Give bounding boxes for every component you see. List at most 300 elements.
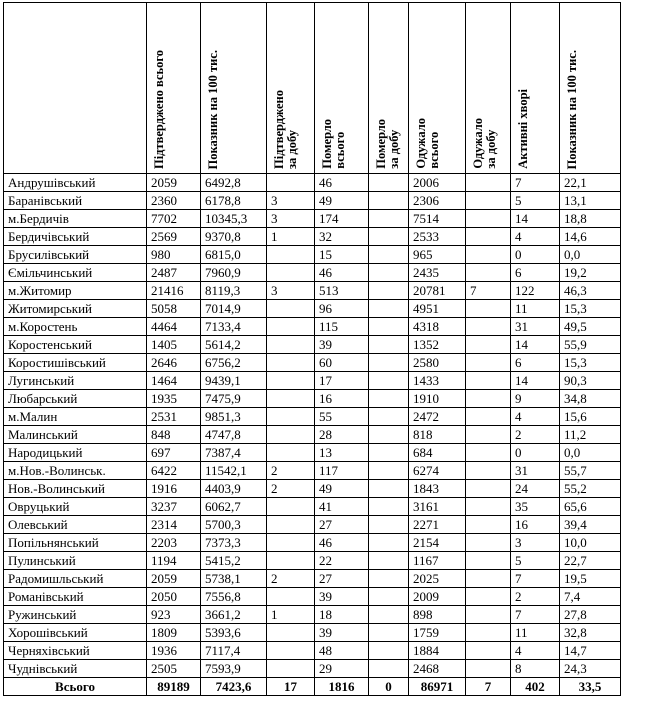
- value-cell: 1: [267, 606, 315, 624]
- value-cell: 1910: [409, 390, 466, 408]
- header-label: Підтверджено за добу: [272, 90, 299, 169]
- value-cell: 7556,8: [201, 588, 267, 606]
- district-name-cell: м.Нов.-Волинськ.: [4, 462, 147, 480]
- value-cell: 7373,3: [201, 534, 267, 552]
- header-label: Підтверджено всього: [152, 49, 166, 169]
- table-row: [4, 390, 621, 408]
- value-cell: 1759: [409, 624, 466, 642]
- value-cell: 29: [315, 660, 369, 678]
- total-label-cell: Всього: [4, 678, 147, 696]
- value-cell: 7960,9: [201, 264, 267, 282]
- header-cell-4: [315, 3, 369, 174]
- district-name-cell: Бердичівський: [4, 228, 147, 246]
- value-cell: [466, 480, 511, 498]
- district-name-cell: м.Житомир: [4, 282, 147, 300]
- value-cell: 7133,4: [201, 318, 267, 336]
- value-cell: [267, 534, 315, 552]
- table-row: [4, 210, 621, 228]
- table-row: [4, 354, 621, 372]
- value-cell: 2: [267, 462, 315, 480]
- value-cell: [369, 354, 409, 372]
- value-cell: 2009: [409, 588, 466, 606]
- table-row: [4, 336, 621, 354]
- value-cell: 2059: [147, 174, 201, 192]
- total-value-cell: 7: [466, 678, 511, 696]
- value-cell: [267, 588, 315, 606]
- header-row: [4, 3, 621, 174]
- value-cell: [466, 210, 511, 228]
- value-cell: 2203: [147, 534, 201, 552]
- value-cell: 6492,8: [201, 174, 267, 192]
- value-cell: 7593,9: [201, 660, 267, 678]
- district-name-cell: Черняхівський: [4, 642, 147, 660]
- value-cell: 27: [315, 516, 369, 534]
- value-cell: 1843: [409, 480, 466, 498]
- value-cell: [369, 588, 409, 606]
- value-cell: 39: [315, 624, 369, 642]
- table-footer: [4, 678, 621, 696]
- value-cell: 2468: [409, 660, 466, 678]
- value-cell: [267, 552, 315, 570]
- value-cell: [369, 282, 409, 300]
- value-cell: 48: [315, 642, 369, 660]
- value-cell: [267, 516, 315, 534]
- value-cell: 60: [315, 354, 369, 372]
- value-cell: 5614,2: [201, 336, 267, 354]
- value-cell: 3661,2: [201, 606, 267, 624]
- value-cell: 6: [511, 264, 560, 282]
- value-cell: 96: [315, 300, 369, 318]
- value-cell: [466, 624, 511, 642]
- value-cell: 3: [511, 534, 560, 552]
- value-cell: 1352: [409, 336, 466, 354]
- value-cell: 15,6: [560, 408, 621, 426]
- value-cell: [369, 300, 409, 318]
- header-cell-5: [369, 3, 409, 174]
- value-cell: 55,2: [560, 480, 621, 498]
- value-cell: 19,5: [560, 570, 621, 588]
- value-cell: 6178,8: [201, 192, 267, 210]
- value-cell: [466, 534, 511, 552]
- total-value-cell: 0: [369, 678, 409, 696]
- value-cell: [466, 336, 511, 354]
- value-cell: 39: [315, 588, 369, 606]
- value-cell: [267, 300, 315, 318]
- district-name-cell: м.Коростень: [4, 318, 147, 336]
- value-cell: 4951: [409, 300, 466, 318]
- value-cell: 31: [511, 462, 560, 480]
- value-cell: [466, 426, 511, 444]
- value-cell: [466, 390, 511, 408]
- value-cell: 3: [267, 192, 315, 210]
- value-cell: 27: [315, 570, 369, 588]
- table-row: [4, 552, 621, 570]
- district-name-cell: Народицький: [4, 444, 147, 462]
- value-cell: [466, 588, 511, 606]
- district-name-cell: м.Бердичів: [4, 210, 147, 228]
- table-row: [4, 174, 621, 192]
- value-cell: 5058: [147, 300, 201, 318]
- table-row: [4, 192, 621, 210]
- header-cell-6: [409, 3, 466, 174]
- header-cell-0: [4, 3, 147, 174]
- value-cell: [466, 642, 511, 660]
- district-name-cell: Попільнянський: [4, 534, 147, 552]
- value-cell: 9: [511, 390, 560, 408]
- total-value-cell: 89189: [147, 678, 201, 696]
- value-cell: [466, 444, 511, 462]
- district-name-cell: Малинський: [4, 426, 147, 444]
- value-cell: 1: [267, 228, 315, 246]
- district-name-cell: м.Малин: [4, 408, 147, 426]
- value-cell: [466, 264, 511, 282]
- value-cell: 513: [315, 282, 369, 300]
- header-label: Активні хворі: [516, 89, 530, 169]
- value-cell: [267, 498, 315, 516]
- value-cell: 35: [511, 498, 560, 516]
- table-row: [4, 318, 621, 336]
- value-cell: [369, 624, 409, 642]
- district-name-cell: Ємільчинський: [4, 264, 147, 282]
- value-cell: 20781: [409, 282, 466, 300]
- value-cell: 4318: [409, 318, 466, 336]
- district-name-cell: Любарський: [4, 390, 147, 408]
- value-cell: [466, 498, 511, 516]
- value-cell: 27,8: [560, 606, 621, 624]
- value-cell: [369, 570, 409, 588]
- header-label: Показник на 100 тис.: [565, 49, 579, 169]
- value-cell: 2050: [147, 588, 201, 606]
- district-name-cell: Овруцький: [4, 498, 147, 516]
- value-cell: 117: [315, 462, 369, 480]
- total-value-cell: 7423,6: [201, 678, 267, 696]
- value-cell: 7702: [147, 210, 201, 228]
- value-cell: 2472: [409, 408, 466, 426]
- header-cell-3: [267, 3, 315, 174]
- table-row: [4, 426, 621, 444]
- value-cell: [369, 462, 409, 480]
- value-cell: [466, 246, 511, 264]
- value-cell: 0,0: [560, 444, 621, 462]
- value-cell: [267, 246, 315, 264]
- value-cell: 6815,0: [201, 246, 267, 264]
- value-cell: [369, 264, 409, 282]
- value-cell: 2580: [409, 354, 466, 372]
- total-value-cell: 33,5: [560, 678, 621, 696]
- value-cell: 21416: [147, 282, 201, 300]
- value-cell: 55,9: [560, 336, 621, 354]
- value-cell: 6756,2: [201, 354, 267, 372]
- value-cell: 2569: [147, 228, 201, 246]
- value-cell: [369, 480, 409, 498]
- value-cell: [369, 336, 409, 354]
- value-cell: [466, 552, 511, 570]
- value-cell: [466, 516, 511, 534]
- value-cell: 115: [315, 318, 369, 336]
- value-cell: 32,8: [560, 624, 621, 642]
- table-row: [4, 570, 621, 588]
- value-cell: 18: [315, 606, 369, 624]
- value-cell: 16: [511, 516, 560, 534]
- value-cell: 39,4: [560, 516, 621, 534]
- value-cell: 4: [511, 642, 560, 660]
- value-cell: 15,3: [560, 300, 621, 318]
- value-cell: 5: [511, 552, 560, 570]
- total-value-cell: 1816: [315, 678, 369, 696]
- table-row: [4, 660, 621, 678]
- value-cell: [466, 228, 511, 246]
- value-cell: [267, 390, 315, 408]
- value-cell: 15,3: [560, 354, 621, 372]
- district-name-cell: Радомишльський: [4, 570, 147, 588]
- header-cell-9: [560, 3, 621, 174]
- district-name-cell: Коростишівський: [4, 354, 147, 372]
- value-cell: 18,8: [560, 210, 621, 228]
- value-cell: 2435: [409, 264, 466, 282]
- value-cell: 6062,7: [201, 498, 267, 516]
- value-cell: 34,8: [560, 390, 621, 408]
- value-cell: 5393,6: [201, 624, 267, 642]
- value-cell: [369, 444, 409, 462]
- value-cell: 7514: [409, 210, 466, 228]
- value-cell: 3237: [147, 498, 201, 516]
- table-row: [4, 480, 621, 498]
- header-label: Показник на 100 тис.: [206, 49, 220, 169]
- value-cell: 11542,1: [201, 462, 267, 480]
- value-cell: 1433: [409, 372, 466, 390]
- value-cell: 19,2: [560, 264, 621, 282]
- value-cell: 14,6: [560, 228, 621, 246]
- value-cell: 9851,3: [201, 408, 267, 426]
- value-cell: 5: [511, 192, 560, 210]
- district-name-cell: Лугинський: [4, 372, 147, 390]
- district-name-cell: Коростенський: [4, 336, 147, 354]
- value-cell: 2: [267, 570, 315, 588]
- value-cell: 1884: [409, 642, 466, 660]
- value-cell: 174: [315, 210, 369, 228]
- value-cell: 46,3: [560, 282, 621, 300]
- value-cell: 22: [315, 552, 369, 570]
- value-cell: [369, 174, 409, 192]
- value-cell: [466, 300, 511, 318]
- value-cell: [466, 192, 511, 210]
- value-cell: [267, 426, 315, 444]
- district-name-cell: Чуднівський: [4, 660, 147, 678]
- value-cell: 11: [511, 624, 560, 642]
- value-cell: [267, 624, 315, 642]
- table-row: [4, 534, 621, 552]
- value-cell: [369, 642, 409, 660]
- header-label: Одужало всього: [414, 118, 441, 169]
- value-cell: 10,0: [560, 534, 621, 552]
- value-cell: 2646: [147, 354, 201, 372]
- district-name-cell: Олевський: [4, 516, 147, 534]
- value-cell: 2306: [409, 192, 466, 210]
- value-cell: [267, 444, 315, 462]
- value-cell: 0,0: [560, 246, 621, 264]
- value-cell: [369, 516, 409, 534]
- value-cell: [267, 336, 315, 354]
- value-cell: [466, 606, 511, 624]
- value-cell: 14: [511, 210, 560, 228]
- value-cell: 1167: [409, 552, 466, 570]
- value-cell: 24: [511, 480, 560, 498]
- value-cell: [369, 660, 409, 678]
- value-cell: 0: [511, 246, 560, 264]
- table-row: [4, 264, 621, 282]
- value-cell: 55: [315, 408, 369, 426]
- value-cell: 22,1: [560, 174, 621, 192]
- value-cell: 2531: [147, 408, 201, 426]
- value-cell: 2487: [147, 264, 201, 282]
- table-row: [4, 246, 621, 264]
- value-cell: [369, 390, 409, 408]
- value-cell: 7: [511, 570, 560, 588]
- value-cell: 848: [147, 426, 201, 444]
- value-cell: 2: [511, 588, 560, 606]
- district-name-cell: Пулинський: [4, 552, 147, 570]
- value-cell: [466, 354, 511, 372]
- value-cell: [369, 372, 409, 390]
- value-cell: 13: [315, 444, 369, 462]
- value-cell: 697: [147, 444, 201, 462]
- value-cell: 7: [511, 606, 560, 624]
- value-cell: 24,3: [560, 660, 621, 678]
- value-cell: 11: [511, 300, 560, 318]
- value-cell: 46: [315, 174, 369, 192]
- value-cell: 7117,4: [201, 642, 267, 660]
- covid-stats-table: [3, 2, 621, 696]
- table-row: [4, 498, 621, 516]
- value-cell: 13,1: [560, 192, 621, 210]
- value-cell: 7014,9: [201, 300, 267, 318]
- value-cell: 2025: [409, 570, 466, 588]
- value-cell: 7: [466, 282, 511, 300]
- table-row: [4, 372, 621, 390]
- value-cell: 14: [511, 336, 560, 354]
- value-cell: 55,7: [560, 462, 621, 480]
- header-label: Одужало за добу: [471, 118, 498, 169]
- value-cell: 16: [315, 390, 369, 408]
- district-name-cell: Житомирський: [4, 300, 147, 318]
- value-cell: 923: [147, 606, 201, 624]
- district-name-cell: Нов.-Волинський: [4, 480, 147, 498]
- total-row: [4, 678, 621, 696]
- value-cell: 28: [315, 426, 369, 444]
- value-cell: [369, 210, 409, 228]
- value-cell: 4: [511, 408, 560, 426]
- value-cell: 49: [315, 480, 369, 498]
- value-cell: 1935: [147, 390, 201, 408]
- value-cell: 1936: [147, 642, 201, 660]
- value-cell: [369, 534, 409, 552]
- value-cell: [267, 642, 315, 660]
- value-cell: [369, 246, 409, 264]
- header-cell-2: [201, 3, 267, 174]
- value-cell: 2360: [147, 192, 201, 210]
- value-cell: 22,7: [560, 552, 621, 570]
- value-cell: [369, 408, 409, 426]
- value-cell: [466, 462, 511, 480]
- value-cell: [267, 264, 315, 282]
- table-row: [4, 444, 621, 462]
- value-cell: [267, 318, 315, 336]
- table-row: [4, 606, 621, 624]
- value-cell: 6: [511, 354, 560, 372]
- value-cell: 6274: [409, 462, 466, 480]
- value-cell: 0: [511, 444, 560, 462]
- value-cell: 898: [409, 606, 466, 624]
- value-cell: 1916: [147, 480, 201, 498]
- value-cell: 17: [315, 372, 369, 390]
- value-cell: 4403,9: [201, 480, 267, 498]
- value-cell: [267, 354, 315, 372]
- value-cell: 7387,4: [201, 444, 267, 462]
- table-row: [4, 588, 621, 606]
- header-label: Померло за добу: [374, 119, 401, 169]
- value-cell: [369, 318, 409, 336]
- value-cell: [267, 408, 315, 426]
- value-cell: 122: [511, 282, 560, 300]
- value-cell: 14,7: [560, 642, 621, 660]
- value-cell: 2: [511, 426, 560, 444]
- value-cell: 41: [315, 498, 369, 516]
- value-cell: 15: [315, 246, 369, 264]
- value-cell: 8: [511, 660, 560, 678]
- value-cell: 9370,8: [201, 228, 267, 246]
- value-cell: [267, 660, 315, 678]
- value-cell: 1464: [147, 372, 201, 390]
- value-cell: 980: [147, 246, 201, 264]
- header-label: Померло всього: [320, 119, 347, 169]
- value-cell: [369, 498, 409, 516]
- value-cell: 2505: [147, 660, 201, 678]
- value-cell: 5700,3: [201, 516, 267, 534]
- value-cell: 818: [409, 426, 466, 444]
- value-cell: 2154: [409, 534, 466, 552]
- total-value-cell: 402: [511, 678, 560, 696]
- value-cell: 5415,2: [201, 552, 267, 570]
- value-cell: 4747,8: [201, 426, 267, 444]
- value-cell: [466, 318, 511, 336]
- value-cell: 2006: [409, 174, 466, 192]
- value-cell: [369, 606, 409, 624]
- value-cell: 2: [267, 480, 315, 498]
- value-cell: 4464: [147, 318, 201, 336]
- value-cell: 1194: [147, 552, 201, 570]
- value-cell: [466, 660, 511, 678]
- district-name-cell: Андрушівський: [4, 174, 147, 192]
- value-cell: [466, 408, 511, 426]
- value-cell: 7: [511, 174, 560, 192]
- table-body: [4, 174, 621, 678]
- value-cell: 31: [511, 318, 560, 336]
- value-cell: 1405: [147, 336, 201, 354]
- value-cell: 46: [315, 534, 369, 552]
- table-row: [4, 516, 621, 534]
- value-cell: [369, 228, 409, 246]
- table-row: [4, 408, 621, 426]
- value-cell: 2533: [409, 228, 466, 246]
- value-cell: [267, 174, 315, 192]
- value-cell: 3161: [409, 498, 466, 516]
- value-cell: 3: [267, 282, 315, 300]
- value-cell: 3: [267, 210, 315, 228]
- value-cell: 9439,1: [201, 372, 267, 390]
- value-cell: 32: [315, 228, 369, 246]
- table-row: [4, 300, 621, 318]
- table-row: [4, 624, 621, 642]
